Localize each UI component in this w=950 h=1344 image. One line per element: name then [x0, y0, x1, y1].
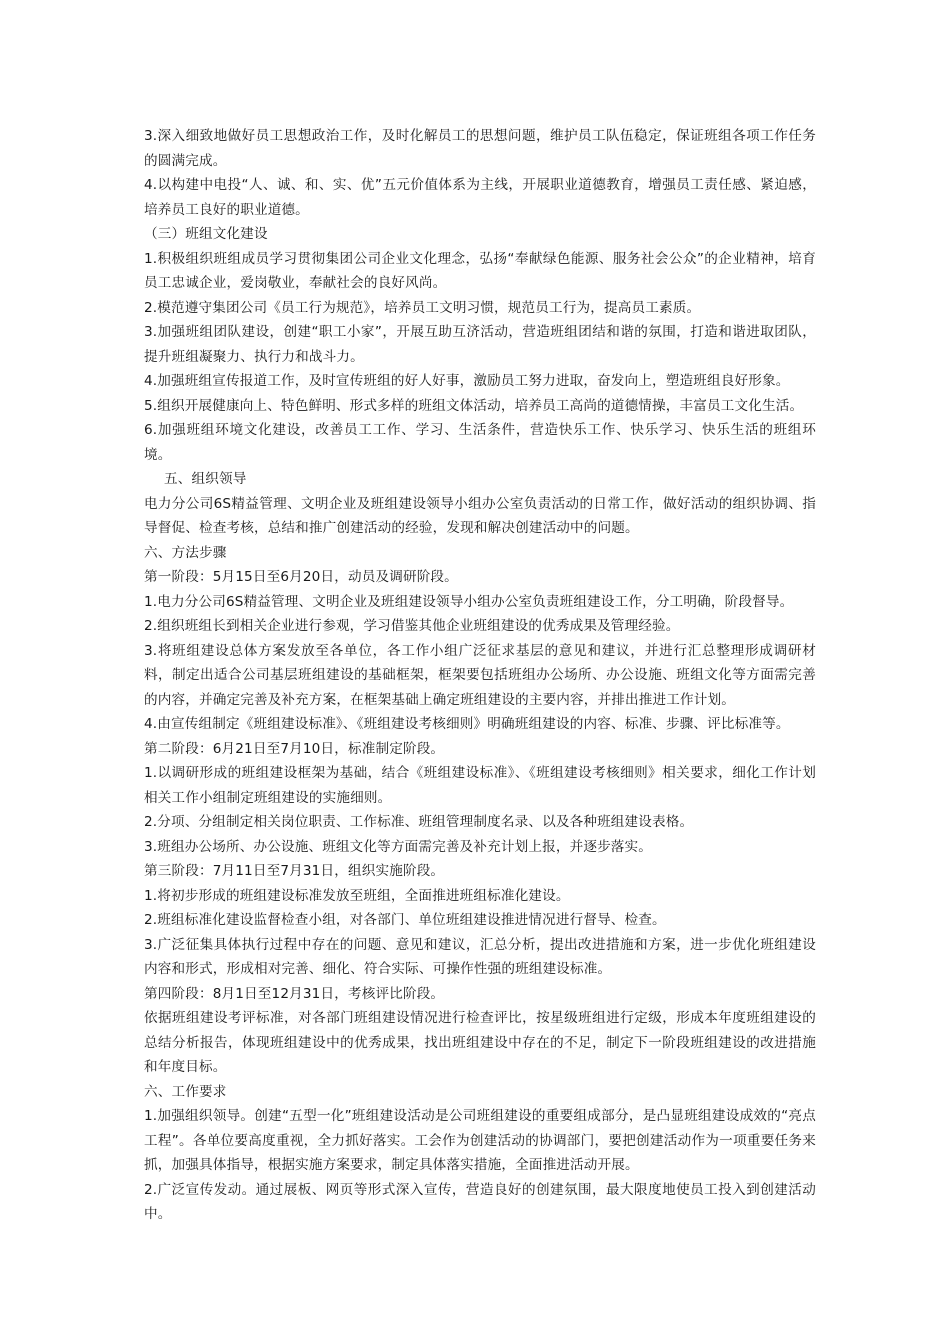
paragraph-22: 1.将初步形成的班组建设标准发放至班组，全面推进班组标准化建设。	[144, 887, 570, 904]
stage-heading-3: 第三阶段：7月11日至7月31日，组织实施阶段。	[144, 863, 445, 879]
section-heading-leadership: 五、组织领导	[164, 471, 247, 487]
document-page	[144, 124, 816, 1227]
paragraph-0: 3.深入细致地做好员工思想政治工作，及时化解员工的思想问题，维护员工队伍稳定，保证班组各项工作任务的圆满完成。	[144, 128, 816, 169]
paragraph-13: 1.电力分公司6S精益管理、文明企业及班组建设领导小组办公室负责班组建设工作，分工明确，阶段督导。	[144, 593, 794, 610]
paragraph-1: 4.以构建中电投“人、诚、和、实、优”五元价值体系为主线，开展职业道德教育，增强员工责任感、紧迫感，培养员工良好的职业道德。	[144, 177, 816, 218]
paragraph-7: 5.组织开展健康向上、特色鲜明、形式多样的班组文体活动，培养员工高尚的道德情操，丰富员工文化生活。	[144, 397, 804, 414]
paragraph-3: 1.积极组织班组成员学习贯彻集团公司企业文化理念，弘扬“奉献绿色能源、服务社会公众”的企业精神，培育员工忠诚企业，爱岗敬业，奉献社会的良好风尚。	[144, 250, 816, 291]
paragraph-26: 依据班组建设考评标准，对各部门班组建设情况进行检查评比，按星级班组进行定级，形成本年度班组建设的总结分析报告，体现班组建设中的优秀成果，找出班组建设中存在的不足，制定下一阶段班组建设的改进措施和年度目标。	[144, 1010, 816, 1075]
paragraph-18: 1.以调研形成的班组建设框架为基础，结合《班组建设标准》、《班组建设考核细则》相关要求，细化工作计划相关工作小组制定班组建设的实施细则。	[144, 765, 816, 806]
stage-heading-4: 第四阶段：8月1日至12月31日，考核评比阶段。	[144, 985, 445, 1002]
paragraph-10: 电力分公司6S精益管理、文明企业及班组建设领导小组办公室负责活动的日常工作，做好活动的组织协调、指导督促、检查考核，总结和推广创建活动的经验，发现和解决创建活动中的问题。	[144, 495, 816, 536]
paragraph-16: 4.由宣传组制定《班组建设标准》、《班组建设考核细则》明确班组建设的内容、标准、步骤、评比标准等。	[144, 716, 790, 732]
paragraph-8: 6.加强班组环境文化建设，改善员工工作、学习、生活条件，营造快乐工作、快乐学习、快乐生活的班组环境。	[144, 422, 816, 463]
paragraph-28: 1.加强组织领导。创建“五型一化”班组建设活动是公司班组建设的重要组成部分，是凸显班组建设成效的“亮点工程”。各单位要高度重视，全力抓好落实。工会作为创建活动的协调部门，要把创建活动作为一项重要任务来抓，加强具体指导，根据实施方案要求，制定具体落实措施，全面推进活动开展。	[144, 1108, 816, 1173]
paragraph-20: 3.班组办公场所、办公设施、班组文化等方面需完善及补充计划上报，并逐步落实。	[144, 838, 653, 855]
paragraph-4: 2.模范遵守集团公司《员工行为规范》，培养员工文明习惯，规范员工行为，提高员工素质。	[144, 299, 701, 316]
paragraph-6: 4.加强班组宣传报道工作，及时宣传班组的好人好事，激励员工努力进取，奋发向上，塑造班组良好形象。	[144, 373, 790, 389]
paragraph-29: 2.广泛宣传发动。通过展板、网页等形式深入宣传，营造良好的创建氛围，最大限度地使员工投入到创建活动中。	[144, 1181, 816, 1222]
paragraph-5: 3.加强班组团队建设，创建“职工小家”，开展互助互济活动，营造班组团结和谐的氛围，打造和谐进取团队，提升班组凝聚力、执行力和战斗力。	[144, 324, 816, 365]
paragraph-15: 3.将班组建设总体方案发放至各单位，各工作小组广泛征求基层的意见和建议，并进行汇总整理形成调研材料，制定出适合公司基层班组建设的基础框架，框架要包括班组办公场所、办公设施、班组文化等方面需完善的内容，并确定完善及补充方案，在框架基础上确定班组建设的主要内容，并排出推进工作计划。	[144, 642, 816, 708]
section-heading-requirements: 六、工作要求	[144, 1083, 227, 1100]
stage-heading-1: 第一阶段：5月15日至6月20日，动员及调研阶段。	[144, 569, 458, 585]
paragraph-24: 3.广泛征集具体执行过程中存在的问题、意见和建议，汇总分析，提出改进措施和方案，进一步优化班组建设内容和形式，形成相对完善、细化、符合实际、可操作性强的班组建设标准。	[144, 936, 816, 977]
section-heading-methods: 六、方法步骤	[144, 544, 227, 561]
paragraph-14: 2.组织班组长到相关企业进行参观，学习借鉴其他企业班组建设的优秀成果及管理经验。	[144, 618, 680, 634]
stage-heading-2: 第二阶段：6月21日至7月10日，标准制定阶段。	[144, 740, 445, 757]
paragraph-19: 2.分项、分组制定相关岗位职责、工作标准、班组管理制度名录、以及各种班组建设表格。	[144, 814, 694, 830]
paragraph-23: 2.班组标准化建设监督检查小组，对各部门、单位班组建设推进情况进行督导、检查。	[144, 912, 666, 928]
section-heading-culture: （三）班组文化建设	[144, 226, 268, 242]
